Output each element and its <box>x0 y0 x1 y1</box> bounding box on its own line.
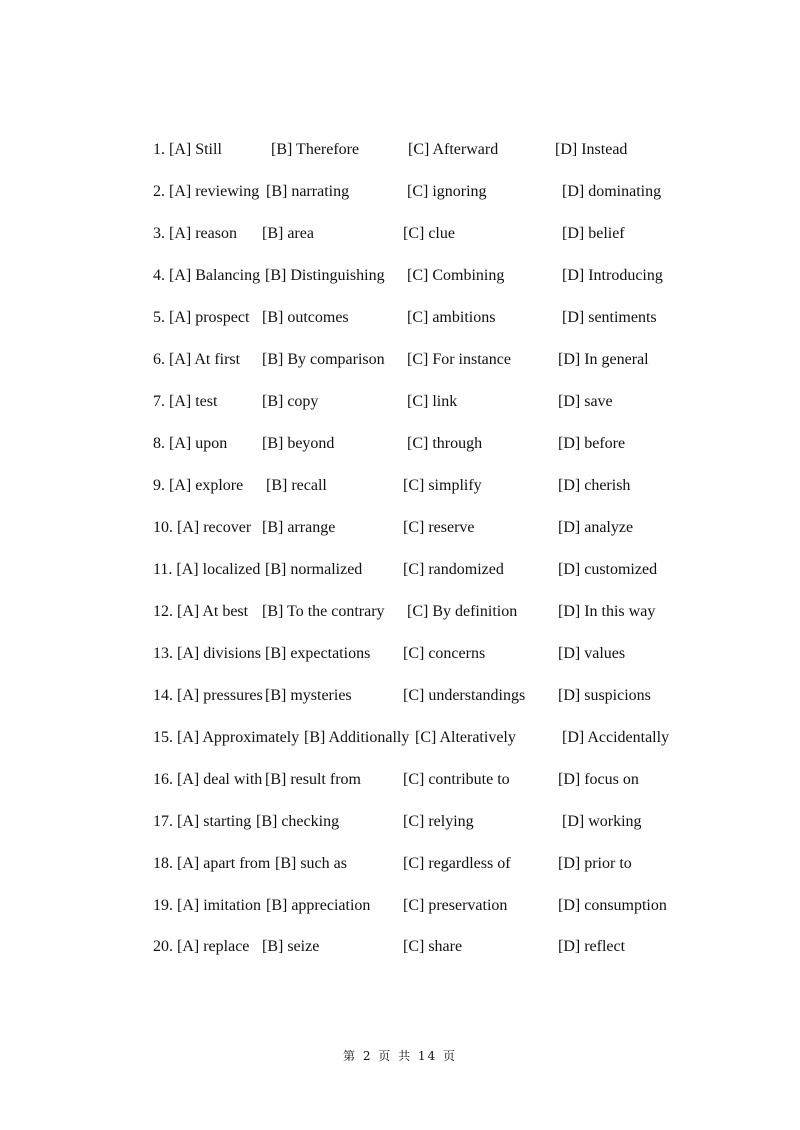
q4-option-d: [D] Introducing <box>562 267 663 284</box>
q6-option-b: [B] By comparison <box>262 351 385 368</box>
q12-option-b: [B] To the contrary <box>262 603 385 620</box>
q3-option-d: [D] belief <box>562 225 625 242</box>
q18-option-d: [D] prior to <box>558 855 632 872</box>
q6-option-c: [C] For instance <box>407 351 511 368</box>
q7-option-d: [D] save <box>558 393 613 410</box>
q12-option-d: [D] In this way <box>558 603 656 620</box>
q6-option-d: [D] In general <box>558 351 649 368</box>
q19-option-b: [B] appreciation <box>266 897 371 914</box>
q15-option-c: [C] Alteratively <box>415 729 516 746</box>
q2-option-a: 2. [A] reviewing <box>153 183 260 200</box>
q4-option-b: [B] Distinguishing <box>265 267 385 284</box>
q20-option-a: 20. [A] replace <box>153 938 250 955</box>
q7-option-b: [B] copy <box>262 393 319 410</box>
q17-option-c: [C] relying <box>403 813 474 830</box>
q17-option-d: [D] working <box>562 813 642 830</box>
q4-option-c: [C] Combining <box>407 267 505 284</box>
q14-option-d: [D] suspicions <box>558 687 651 704</box>
q13-option-b: [B] expectations <box>265 645 371 662</box>
q17-option-b: [B] checking <box>256 813 340 830</box>
q13-option-a: 13. [A] divisions <box>153 645 261 662</box>
q1-option-a: 1. [A] Still <box>153 141 222 158</box>
q1-option-d: [D] Instead <box>555 141 628 158</box>
q11-option-b: [B] normalized <box>265 561 363 578</box>
q8-option-d: [D] before <box>558 435 626 452</box>
q19-option-d: [D] consumption <box>558 897 667 914</box>
q7-option-a: 7. [A] test <box>153 393 218 410</box>
q8-option-c: [C] through <box>407 435 483 452</box>
q11-option-a: 11. [A] localized <box>153 561 261 578</box>
q18-option-c: [C] regardless of <box>403 855 511 872</box>
q5-option-d: [D] sentiments <box>562 309 657 326</box>
q18-option-b: [B] such as <box>275 855 347 872</box>
q16-option-a: 16. [A] deal with <box>153 771 263 788</box>
q15-option-a: 15. [A] Approximately <box>153 729 300 746</box>
q1-option-c: [C] Afterward <box>408 141 499 158</box>
q14-option-c: [C] understandings <box>403 687 526 704</box>
q15-option-d: [D] Accidentally <box>562 729 670 746</box>
page-number-footer: 第 2 页 共 14 页 <box>343 1049 457 1063</box>
q15-option-b: [B] Additionally <box>304 729 410 746</box>
q9-option-b: [B] recall <box>266 477 327 494</box>
q12-option-a: 12. [A] At best <box>153 603 249 620</box>
q16-option-d: [D] focus on <box>558 771 639 788</box>
q20-option-b: [B] seize <box>262 938 320 955</box>
q20-option-c: [C] share <box>403 938 463 955</box>
q3-option-a: 3. [A] reason <box>153 225 237 242</box>
q18-option-a: 18. [A] apart from <box>153 855 271 872</box>
q8-option-b: [B] beyond <box>262 435 335 452</box>
q11-option-d: [D] customized <box>558 561 658 578</box>
q1-option-b: [B] Therefore <box>271 141 360 158</box>
q9-option-a: 9. [A] explore <box>153 477 244 494</box>
q7-option-c: [C] link <box>407 393 458 410</box>
q14-option-a: 14. [A] pressures <box>153 687 263 704</box>
q14-option-b: [B] mysteries <box>265 687 352 704</box>
q16-option-b: [B] result from <box>265 771 361 788</box>
q3-option-b: [B] area <box>262 225 314 242</box>
q10-option-c: [C] reserve <box>403 519 475 536</box>
q5-option-b: [B] outcomes <box>262 309 349 326</box>
q19-option-c: [C] preservation <box>403 897 508 914</box>
q12-option-c: [C] By definition <box>407 603 518 620</box>
q2-option-c: [C] ignoring <box>407 183 487 200</box>
q19-option-a: 19. [A] imitation <box>153 897 261 914</box>
q17-option-a: 17. [A] starting <box>153 813 252 830</box>
q10-option-d: [D] analyze <box>558 519 634 536</box>
q13-option-c: [C] concerns <box>403 645 486 662</box>
q5-option-a: 5. [A] prospect <box>153 309 250 326</box>
q10-option-b: [B] arrange <box>262 519 336 536</box>
q3-option-c: [C] clue <box>403 225 455 242</box>
q9-option-d: [D] cherish <box>558 477 631 494</box>
q10-option-a: 10. [A] recover <box>153 519 252 536</box>
q5-option-c: [C] ambitions <box>407 309 496 326</box>
q20-option-d: [D] reflect <box>558 938 626 955</box>
q9-option-c: [C] simplify <box>403 477 482 494</box>
q6-option-a: 6. [A] At first <box>153 351 241 368</box>
q2-option-b: [B] narrating <box>266 183 350 200</box>
q13-option-d: [D] values <box>558 645 626 662</box>
q2-option-d: [D] dominating <box>562 183 662 200</box>
q8-option-a: 8. [A] upon <box>153 435 228 452</box>
q4-option-a: 4. [A] Balancing <box>153 267 261 284</box>
q16-option-c: [C] contribute to <box>403 771 510 788</box>
q11-option-c: [C] randomized <box>403 561 504 578</box>
